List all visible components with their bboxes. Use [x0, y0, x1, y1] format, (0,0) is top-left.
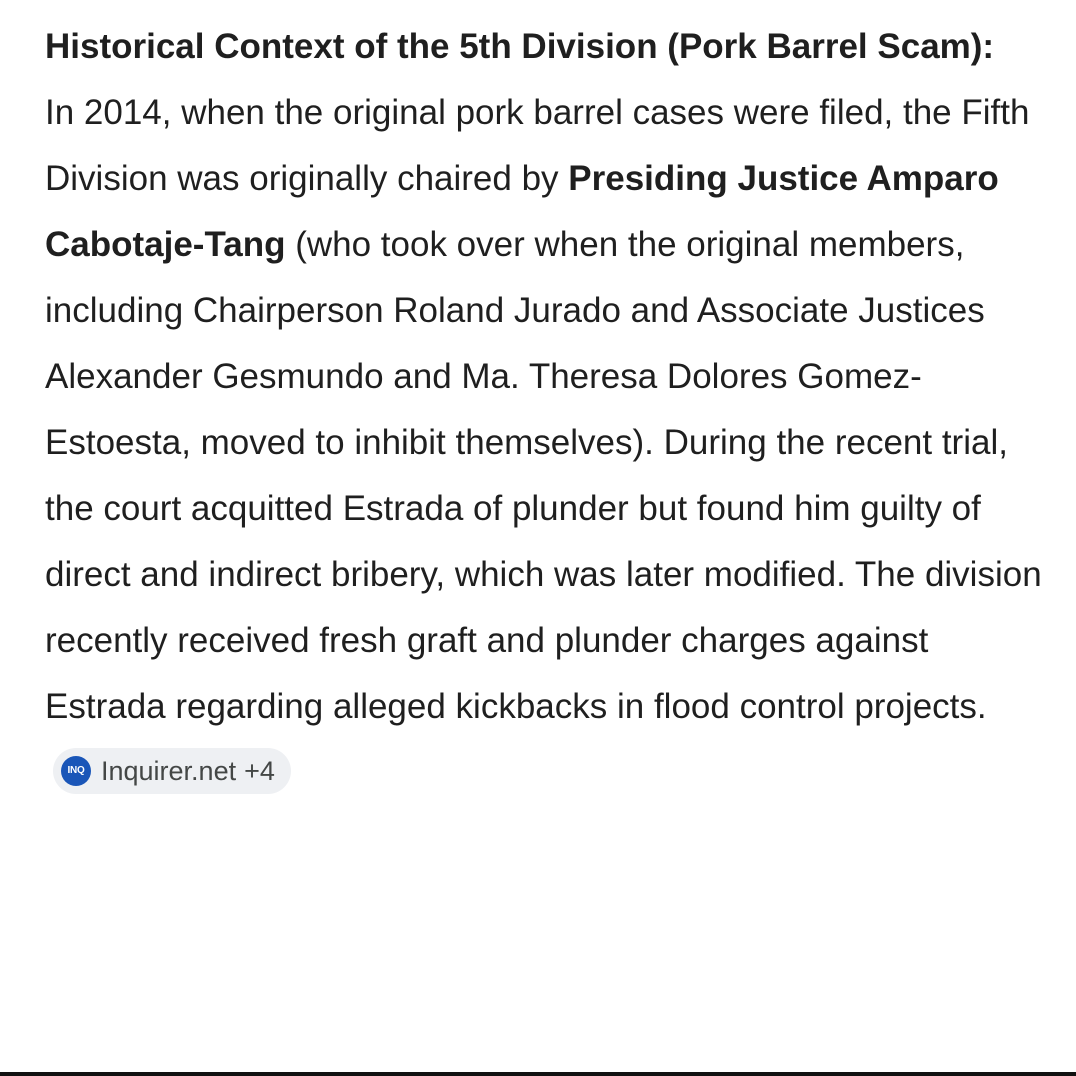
source-chip-more-count: +4: [244, 755, 275, 786]
response-content: [45, 14, 1045, 806]
source-chip-name: Inquirer.net: [101, 755, 237, 786]
section-heading: Historical Context of the 5th Division (Pork Barrel Scam):: [45, 27, 995, 66]
paragraph-text-end: (who took over when the original members, including Chairperson Roland Jurado and Associate Justices Alexander Gesmundo and Ma. Theresa Dolores Gomez-Estoesta, moved to inhibit themselves). During the recent trial, the court acquitted Estrada of plunder but found him guilty of direct and indirect bribery, which was later modified. The division recently received fresh graft and plunder charges against Estrada regarding alleged kickbacks in flood control projects.: [45, 225, 1042, 726]
source-chip[interactable]: [53, 748, 291, 794]
paragraph-bold-name: Presiding Justice Amparo Cabotaje-Tang: [45, 159, 999, 264]
context-paragraph: [45, 80, 1045, 806]
inquirer-logo-icon: INQ: [61, 756, 91, 786]
paragraph-text-start: In 2014, when the original pork barrel cases were filed, the Fifth Division was originally chaired by: [45, 93, 1030, 198]
bottom-divider: [0, 1072, 1076, 1076]
